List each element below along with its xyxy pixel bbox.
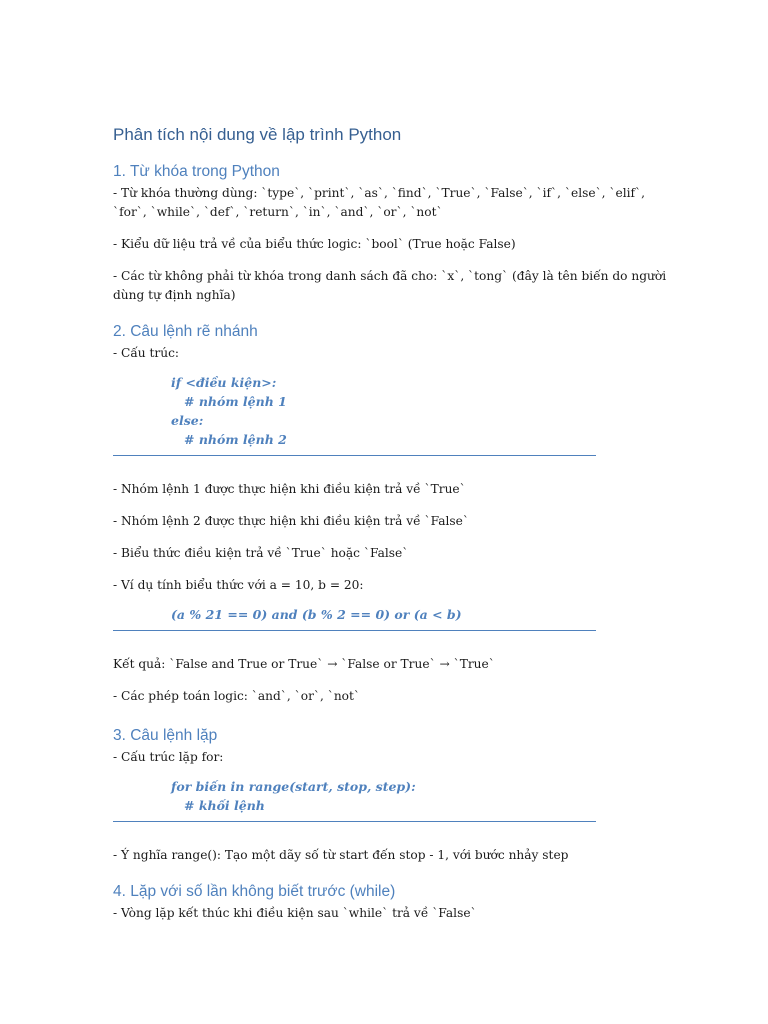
- if-else-code-block: [113, 369, 596, 456]
- code-line: # nhóm lệnh 2: [184, 432, 287, 447]
- section-heading-while: 4. Lặp với số lần không biết trước (while): [113, 883, 396, 900]
- range-meaning-paragraph: - Ý nghĩa range(): Tạo một dãy số từ start đến stop - 1, với bước nhảy step: [113, 848, 569, 862]
- structure-label: - Cấu trúc:: [113, 346, 180, 360]
- condition-return-paragraph: - Biểu thức điều kiện trả về `True` hoặc `False`: [113, 546, 409, 560]
- section-heading-keywords: 1. Từ khóa trong Python: [113, 163, 280, 180]
- section-heading-loops: 3. Câu lệnh lặp: [113, 727, 218, 744]
- group1-paragraph: - Nhóm lệnh 1 được thực hiện khi điều kiện trả về `True`: [113, 482, 466, 496]
- logic-operators-paragraph: - Các phép toán logic: `and`, `or`, `not`: [113, 689, 361, 703]
- page-title: Phân tích nội dung về lập trình Python: [113, 125, 402, 144]
- section-keywords: [113, 162, 673, 305]
- group2-paragraph: - Nhóm lệnh 2 được thực hiện khi điều kiện trả về `False`: [113, 514, 469, 528]
- result-paragraph: Kết quả: `False and True or True` → `False or True` → `True`: [113, 657, 495, 671]
- code-line: if <điều kiện>:: [171, 375, 277, 390]
- for-code-block: [113, 773, 596, 822]
- document-content: [113, 124, 673, 936]
- code-line: else:: [171, 413, 204, 428]
- example-code-block: [113, 601, 596, 631]
- non-keywords-paragraph: - Các từ không phải từ khóa trong danh sách đã cho: `x`, `tong` (đây là tên biến do người dùng tự định nghĩa): [113, 269, 671, 302]
- keywords-common-paragraph: - Từ khóa thường dùng: `type`, `print`, `as`, `find`, `True`, `False`, `if`, `else`, `elif`, `for`, `while`, `def`, `return`, `in`, `and`, `or`, `not`: [113, 186, 649, 219]
- section-while: [113, 882, 673, 923]
- section-loops: [113, 726, 673, 865]
- section-branching: [113, 322, 673, 706]
- logic-return-type-paragraph: - Kiểu dữ liệu trả về của biểu thức logic: `bool` (True hoặc False): [113, 237, 516, 251]
- for-structure-label: - Cấu trúc lặp for:: [113, 750, 224, 764]
- code-line: # nhóm lệnh 1: [184, 394, 287, 409]
- code-line: for biến in range(start, stop, step):: [171, 779, 416, 794]
- section-heading-branching: 2. Câu lệnh rẽ nhánh: [113, 323, 258, 340]
- example-paragraph: - Ví dụ tính biểu thức với a = 10, b = 20:: [113, 578, 364, 592]
- code-line: # khối lệnh: [184, 798, 265, 813]
- code-line: (a % 21 == 0) and (b % 2 == 0) or (a < b): [171, 607, 462, 622]
- while-end-paragraph: - Vòng lặp kết thúc khi điều kiện sau `while` trả về `False`: [113, 906, 477, 920]
